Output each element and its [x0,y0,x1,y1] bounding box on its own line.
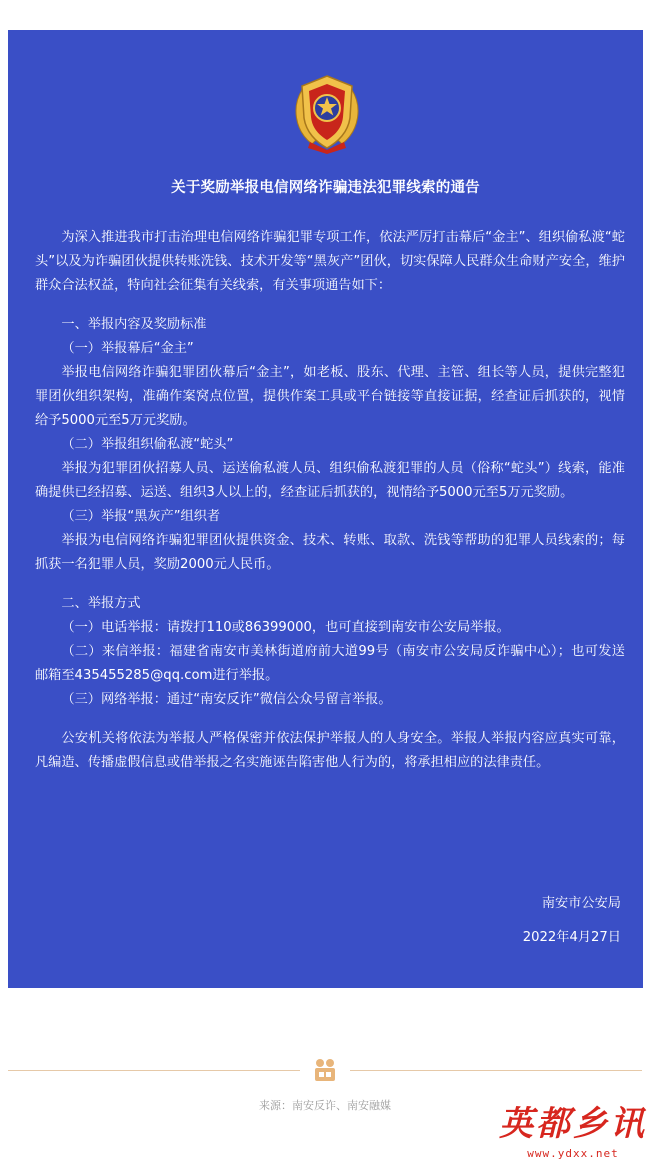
section1-item1-subheading: （一）举报幕后“金主” [61,341,194,356]
section1-item2-text: 举报为犯罪团伙招募人员、运送偷私渡人员、组织偷私渡犯罪的人员（俗称“蛇头”）线索，能准确提供已经招募、运送、组织3人以上的，经查证后抓获的，视情给予5000元至5万元奖励。 [35,461,625,500]
section2-item1: （一）电话举报：请拨打110或86399000，也可直接到南安市公安局举报。 [61,620,510,635]
footer-divider-right [350,1070,642,1071]
signature-org: 南安市公安局 [541,896,621,911]
section2-heading: 二、举报方式 [61,596,141,611]
video-camera-icon [312,1057,338,1083]
watermark-url: www.ydxx.net [527,1147,619,1160]
closing-paragraph: 公安机关将依法为举报人严格保密并依法保护举报人的人身安全。举报人举报内容应真实可靠，凡编造、传播虚假信息或借举报之名实施诬告陷害他人行为的，将承担相应的法律责任。 [35,731,625,770]
section1-item1-text: 举报电信网络诈骗犯罪团伙幕后“金主”，如老板、股东、代理、主管、组长等人员，提供完整犯罪团伙组织架构，准确作案窝点位置，提供作案工具或平台链接等直接证据，经查证后抓获的，视情给予5000元至5万元奖励。 [35,365,625,428]
section2-item2: （二）来信举报：福建省南安市美林街道府前大道99号（南安市公安局反诈骗中心）；也可发送邮箱至435455285@qq.com进行举报。 [35,644,625,683]
section1-heading: 一、举报内容及奖励标准 [61,317,207,332]
notice-body [35,226,625,775]
intro-paragraph: 为深入推进我市打击治理电信网络诈骗犯罪专项工作，依法严厉打击幕后“金主”、组织偷私渡“蛇头”以及为诈骗团伙提供转账洗钱、技术开发等“黑灰产”团伙，切实保障人民群众生命财产安全，维护群众合法权益，特向社会征集有关线索，有关事项通告如下： [35,230,625,293]
police-emblem-icon [288,72,366,154]
site-watermark [494,1102,650,1163]
section1-item2-subheading: （二）举报组织偷私渡“蛇头” [61,437,234,452]
watermark-title: 英都乡讯 [499,1104,647,1144]
source-credit: 来源：南安反诈、南安融媒 [259,1099,391,1112]
footer-divider-left [8,1070,300,1071]
signature-block [523,892,621,950]
section2-item3: （三）网络举报：通过“南安反诈”微信公众号留言举报。 [61,692,392,707]
section1-item3-subheading: （三）举报“黑灰产”组织者 [61,509,221,524]
signature-date: 2022年4月27日 [522,930,621,945]
section1-item3-text: 举报为电信网络诈骗犯罪团伙提供资金、技术、转账、取款、洗钱等帮助的犯罪人员线索的；每抓获一名犯罪人员，奖励2000元人民币。 [35,533,625,572]
notice-panel [8,30,643,988]
notice-title: 关于奖励举报电信网络诈骗违法犯罪线索的通告 [171,180,480,196]
